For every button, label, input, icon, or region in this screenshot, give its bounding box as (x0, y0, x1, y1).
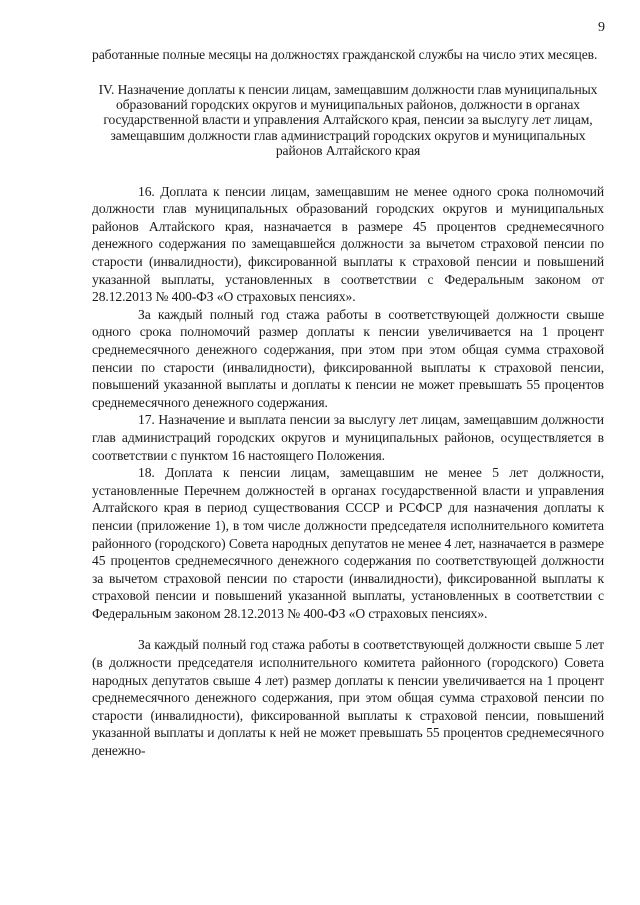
section-title: IV. Назначение доплаты к пенсии лицам, замещавшим должности глав муниципальных образований городских округов и муниципальных районов, должности в органах государственной власти и управления Алтайского края, пенсии за выслугу лет лицам, замещавшим должности глав администраций городских округов и муниципальных районов Алтайского края (98, 81, 598, 159)
page-number: 9 (598, 20, 605, 35)
paragraph-17: 17. Назначение и выплата пенсии за выслугу лет лицам, замещавшим должности глав администраций городских округов и муниципальных районов, осуществляется в соответствии с пунктом 16 настоящего Положения. (92, 412, 604, 463)
document-body (92, 46, 604, 760)
paragraph-18: 18. Доплата к пенсии лицам, замещавшим не менее 5 лет должности, установленные Перечнем должностей в органах государственной власти и управления Алтайского края в период существования СССР и РСФСР для назначения доплаты к пенсии (приложение 1), в том числе должности председателя исполнительного комитета районного (городского) Совета народных депутатов не менее 4 лет, назначается в размере 45 процентов среднемесячного денежного содержания по соответствующей должности за вычетом страховой пенсии по старости (инвалидности), фиксированной выплаты к страховой пенсии и повышений указанной выплаты, установленных в соответствии с Федеральным законом 28.12.2013 № 400-ФЗ «О страховых пенсиях». (92, 465, 604, 621)
paragraph-16: 16. Доплата к пенсии лицам, замещавшим не менее одного срока полномочий должности глав муниципальных образований городских округов и муниципальных районов Алтайского края, назначается в размере 45 процентов среднемесячного денежного содержания по замещавшейся должности за вычетом страховой пенсии по старости (инвалидности), фиксированной выплаты к страховой пенсии и повышений указанной выплаты, установленных в соответствии с Федеральным законом от 28.12.2013 № 400-ФЗ «О страховых пенсиях». (92, 183, 604, 305)
paragraph-16-continued: За каждый полный год стажа работы в соответствующей должности свыше одного срока полномочий размер доплаты к пенсии увеличивается на 1 процент среднемесячного денежного содержания, при этом при этом общая сумма страховой пенсии по старости (инвалидности), фиксированной выплаты к страховой пенсии, повышений указанной выплаты и доплаты к пенсии не может превышать 55 процентов среднемесячного денежного содержания. (92, 306, 604, 410)
lead-paragraph: работанные полные месяцы на должностях гражданской службы на число этих месяцев. (92, 47, 598, 62)
paragraph-18-continued: За каждый полный год стажа работы в соответствующей должности свыше 5 лет (в должности председателя исполнительного комитета районного (городского) Совета народных депутатов свыше 4 лет) размер доплаты к пенсии увеличивается на 1 процент среднемесячного денежного содержания, при этом общая сумма страховой пенсии по старости (инвалидности), фиксированной выплаты к страховой пенсии, повышений указанной выплаты и доплаты к ней не может превышать 55 процентов среднемесячного денежно- (92, 637, 604, 759)
